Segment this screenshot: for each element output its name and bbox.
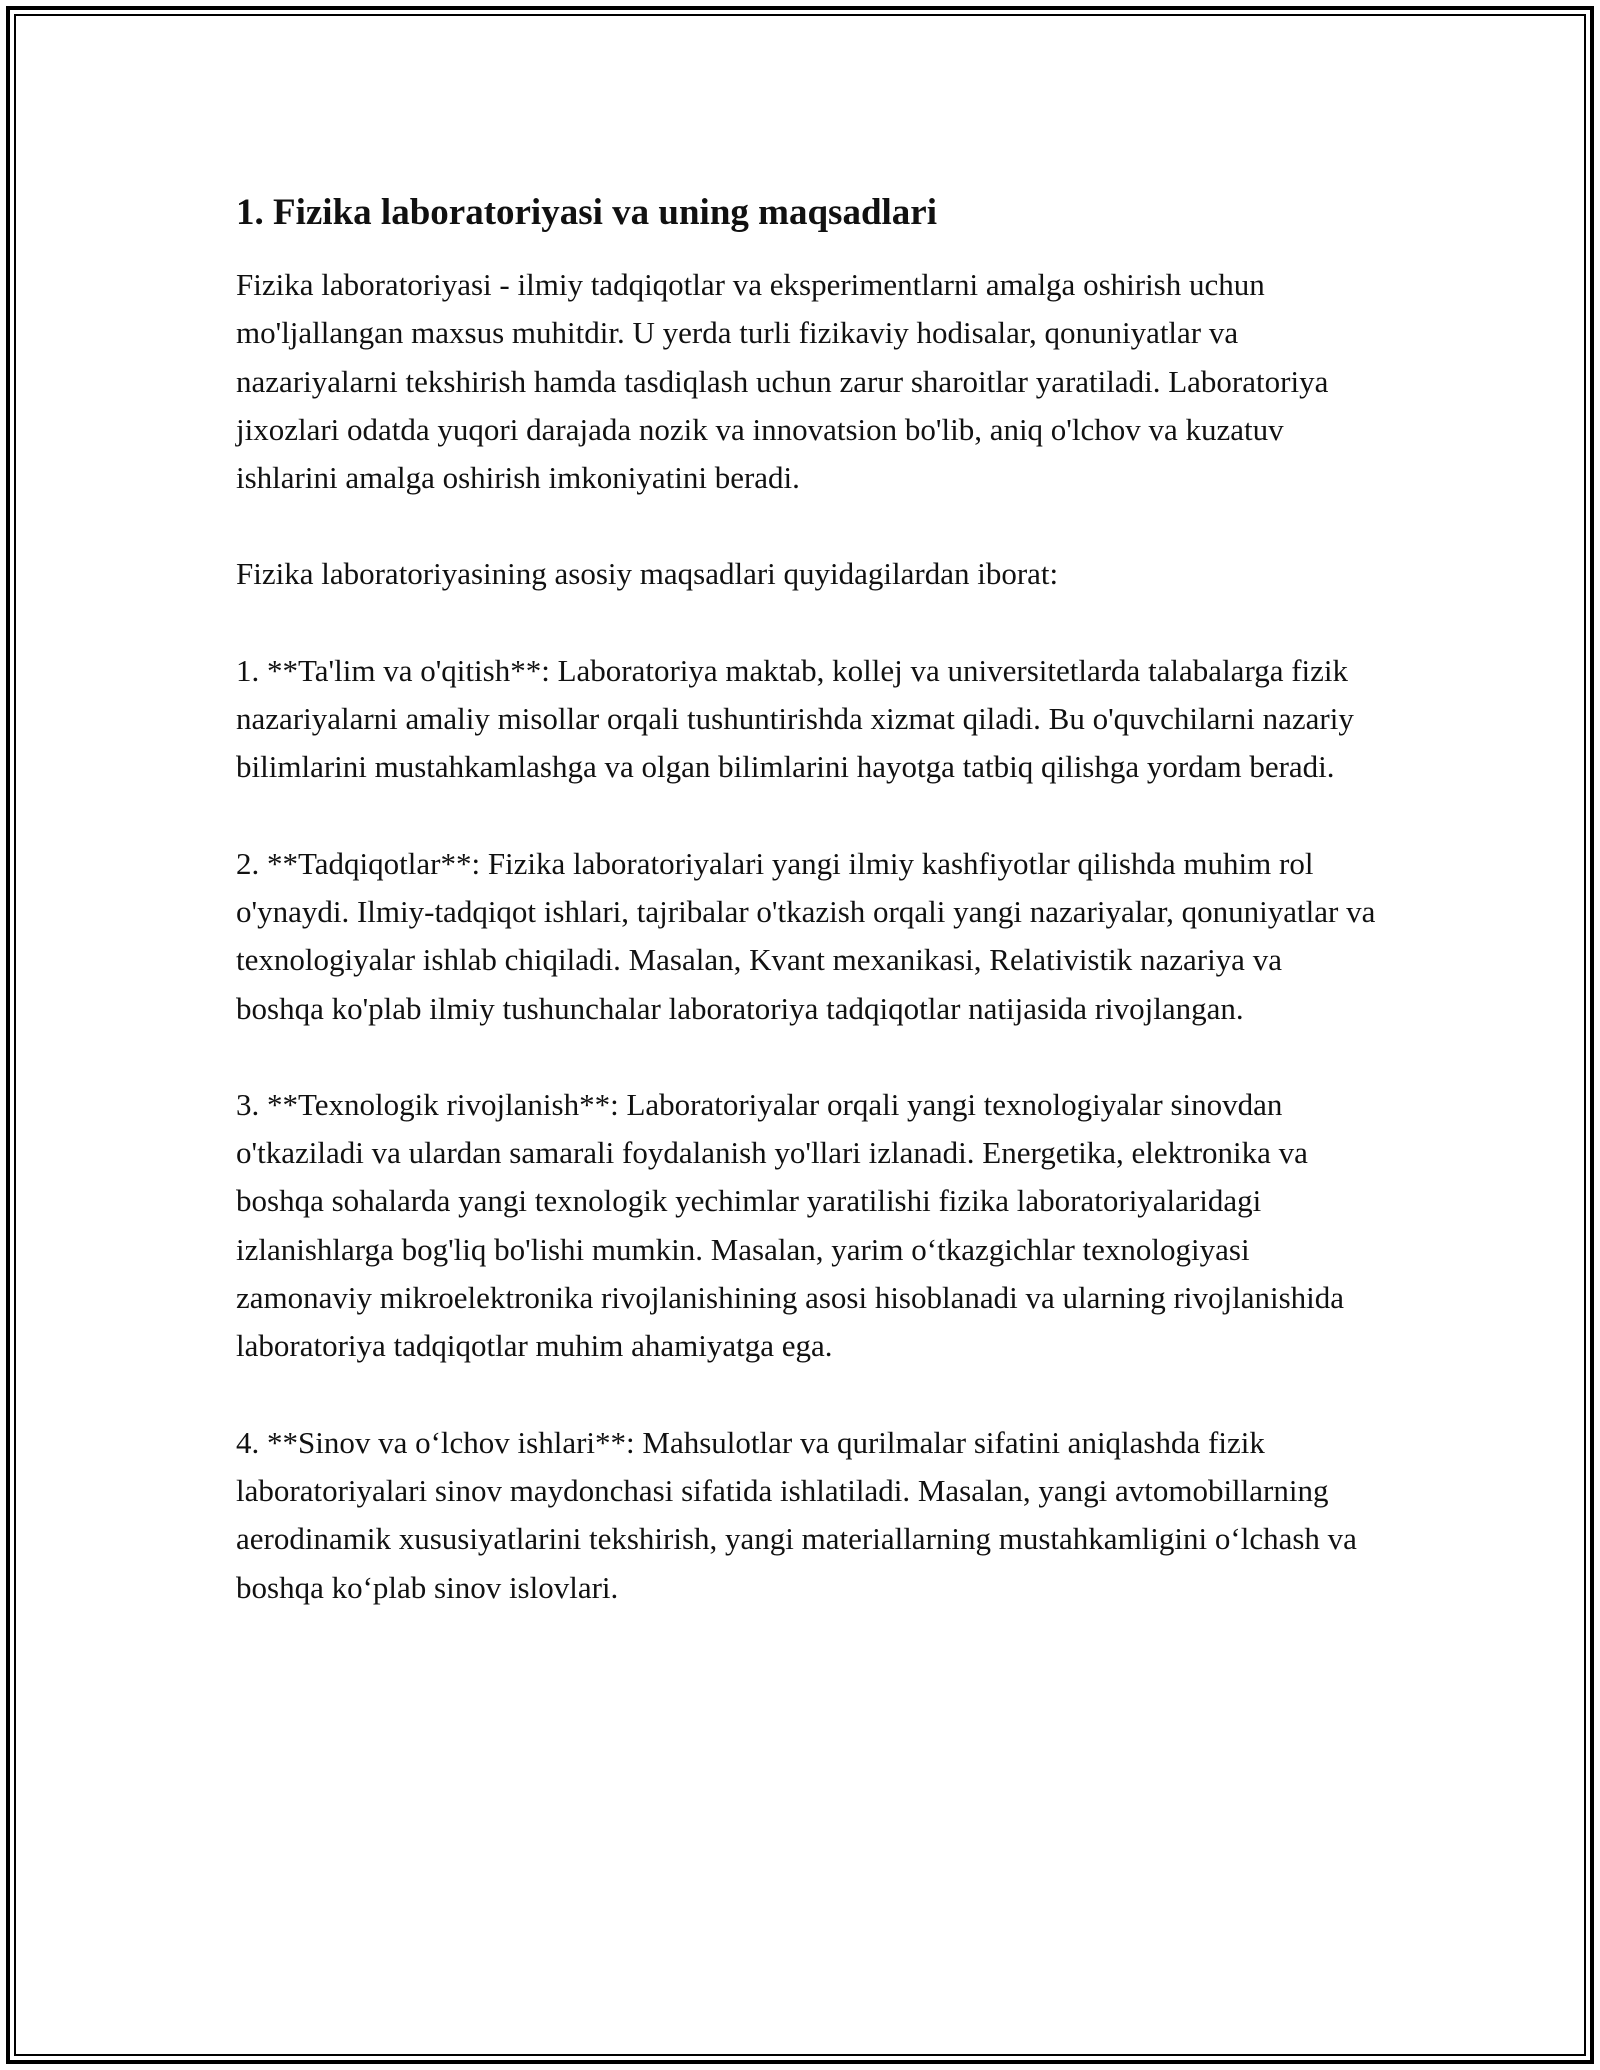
intro-paragraph: Fizika laboratoriyasi - ilmiy tadqiqotlar va eksperimentlarni amalga oshirish uchun mo'ljallangan maxsus muhitdir. U yerda turli fizikaviy hodisalar, qonuniyatlar va nazariyalarni tekshirish hamda tasdiqlash uchun zarur sharoitlar yaratiladi. Laboratoriya jixozlari odatda yuqori darajada nozik va innovatsion bo'lib, aniq o'lchov va kuzatuv ishlarini amalga oshirish imkoniyatini beradi. (236, 267, 1329, 496)
goal-item-research: 2. **Tadqiqotlar**: Fizika laboratoriyalari yangi ilmiy kashfiyotlar qilishda muhim rol o'ynaydi. Ilmiy-tadqiqot ishlari, tajribalar o'tkazish orqali yangi nazariyalar, qonuniyatlar va texnologiyalar ishlab chiqiladi. Masalan, Kvant mexanikasi, Relativistik nazariya va boshqa ko'plab ilmiy tushunchalar laboratoriya tadqiqotlar natijasida rivojlangan. (236, 845, 1376, 1026)
goal-item-testing: 4. **Sinov va o‘lchov ishlari**: Mahsulotlar va qurilmalar sifatini aniqlashda fizik laboratoriyalari sinov maydonchasi sifatida ishlatiladi. Masalan, yangi avtomobillarning aerodinamik xususiyatlarini tekshirish, yangi materiallarning mustahkamligini o‘lchash va boshqa ko‘plab sinov islovlari. (236, 1424, 1357, 1605)
goals-lead-paragraph: Fizika laboratoriyasining asosiy maqsadlari quyidagilardan iborat: (236, 556, 1059, 592)
document-body (236, 187, 1376, 1612)
section-heading: 1. Fizika laboratoriyasi va uning maqsadlari (236, 192, 938, 233)
goal-item-education: 1. **Ta'lim va o'qitish**: Laboratoriya maktab, kollej va universitetlarda talabalarga fizik nazariyalarni amaliy misollar orqali tushuntirishda xizmat qiladi. Bu o'quvchilarni nazariy bilimlarini mustahkamlashga va olgan bilimlarini hayotga tatbiq qilishga yordam beradi. (236, 652, 1354, 785)
goal-item-technology: 3. **Texnologik rivojlanish**: Laboratoriyalar orqali yangi texnologiyalar sinovdan o'tkaziladi va ulardan samarali foydalanish yo'llari izlanadi. Energetika, elektronika va boshqa sohalarda yangi texnologik yechimlar yaratilishi fizika laboratoriyalaridagi izlanishlarga bog'liq bo'lishi mumkin. Masalan, yarim o‘tkazgichlar texnologiyasi zamonaviy mikroelektronika rivojlanishining asosi hisoblanadi va ularning rivojlanishida laboratoriya tadqiqotlar muhim ahamiyatga ega. (236, 1086, 1345, 1364)
